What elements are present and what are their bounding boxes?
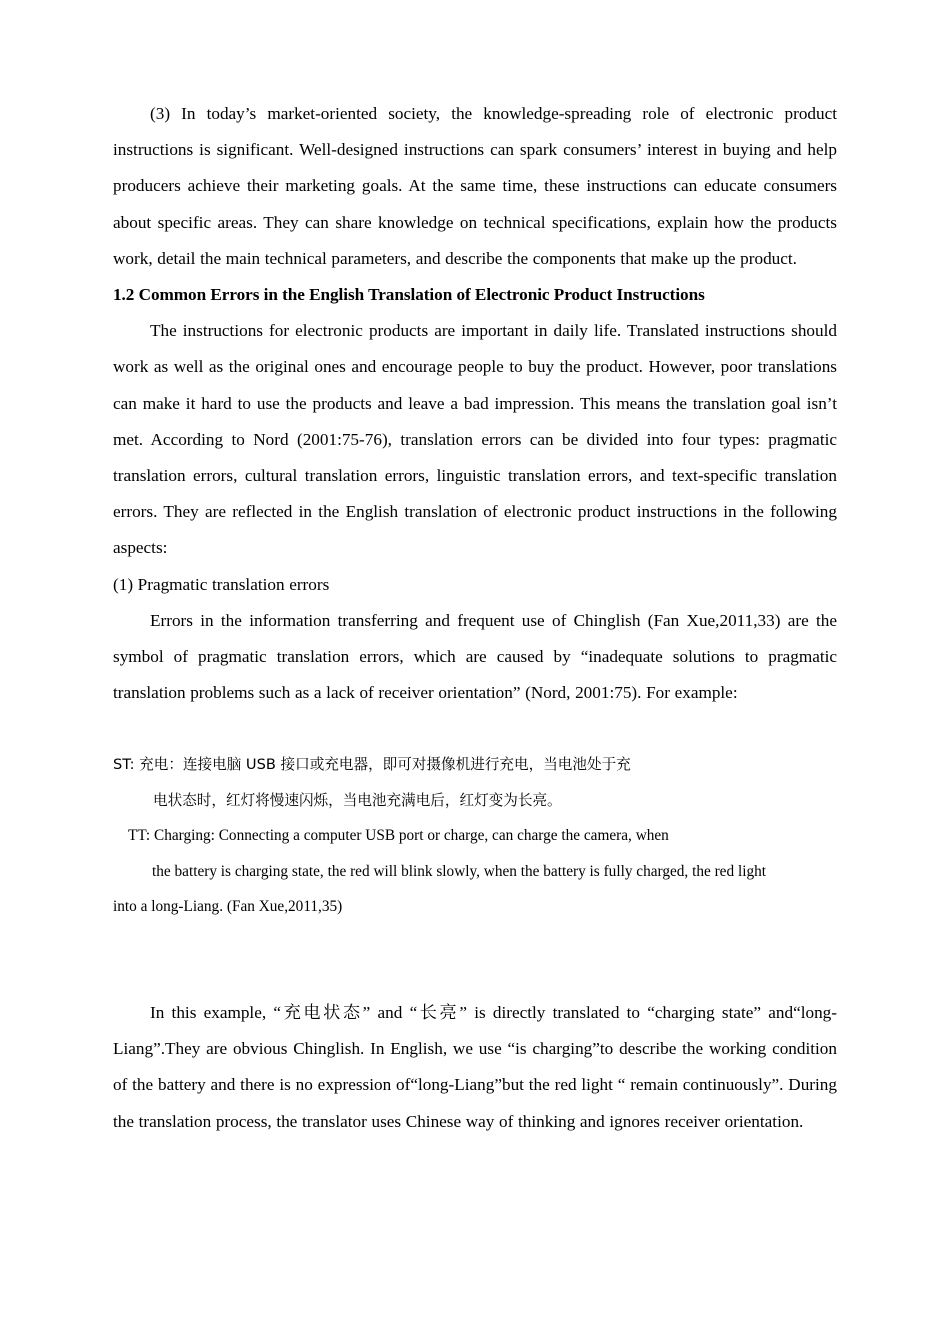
example-source-text-line-2: 电状态时，红灯将慢速闪烁，当电池充满电后，红灯变为长亮。: [153, 791, 562, 809]
page-content: [113, 96, 837, 1140]
spacer-after-example: [113, 925, 837, 995]
paragraph-pragmatic-error-definition: Errors in the information transferring and frequent use of Chinglish (Fan Xue,2011,33) are the symbol of pragmatic translation errors, which are caused by “inadequate solutions to pragmatic translation problems such as a lack of receiver orientation” (Nord, 2001:75). For example:: [113, 610, 837, 703]
example-st-tt-block: [113, 747, 837, 925]
example-target-text-line-1: TT: Charging: Connecting a computer USB port or charge, can charge the camera, when: [128, 827, 669, 845]
paragraph-instructions-importance: The instructions for electronic products are important in daily life. Translated instructions should work as well as the original ones and encourage people to buy the product. However, poor translations can make it hard to use the products and leave a bad impression. This means the translation goal isn’t met. According to Nord (2001:75-76), translation errors can be divided into four types: pragmatic translation errors, cultural translation errors, linguistic translation errors, and text-specific translation errors. They are reflected in the English translation of electronic product instructions in the following aspects:: [113, 321, 837, 558]
example-target-text-line-3: into a long-Liang. (Fan Xue,2011,35): [113, 898, 343, 916]
spacer-before-example: [113, 711, 837, 747]
example-source-text-line-1: ST: 充电：连接电脑 USB 接口或充电器，即可对摄像机进行充电，当电池处于充: [113, 756, 631, 774]
paragraph-market-oriented-society: (3) In today’s market-oriented society, the knowledge-spreading role of electronic product instructions is significant. Well-designed instructions can spark consumers’ interest in buying and help producers achieve their marketing goals. At the same time, these instructions can educate consumers about specific areas. They can share knowledge on technical specifications, explain how the products work, detail the main technical parameters, and describe the components that make up the product.: [113, 104, 837, 268]
paragraph-example-analysis: In this example, “充电状态” and “长亮” is directly translated to “charging state” and“long-Liang”.They are obvious Chinglish. In English, we use “is charging”to describe the working condition of the battery and there is no expression of“long-Liang”but the red light “ remain continuously”. During the translation process, the translator uses Chinese way of thinking and ignores receiver orientation.: [113, 1002, 837, 1131]
section-heading-1-2: 1.2 Common Errors in the English Translation of Electronic Product Instructions: [113, 285, 705, 305]
list-item-pragmatic-translation-errors: (1) Pragmatic translation errors: [113, 574, 330, 594]
example-target-text-line-2: the battery is charging state, the red will blink slowly, when the battery is fully charged, the red light: [152, 862, 766, 880]
